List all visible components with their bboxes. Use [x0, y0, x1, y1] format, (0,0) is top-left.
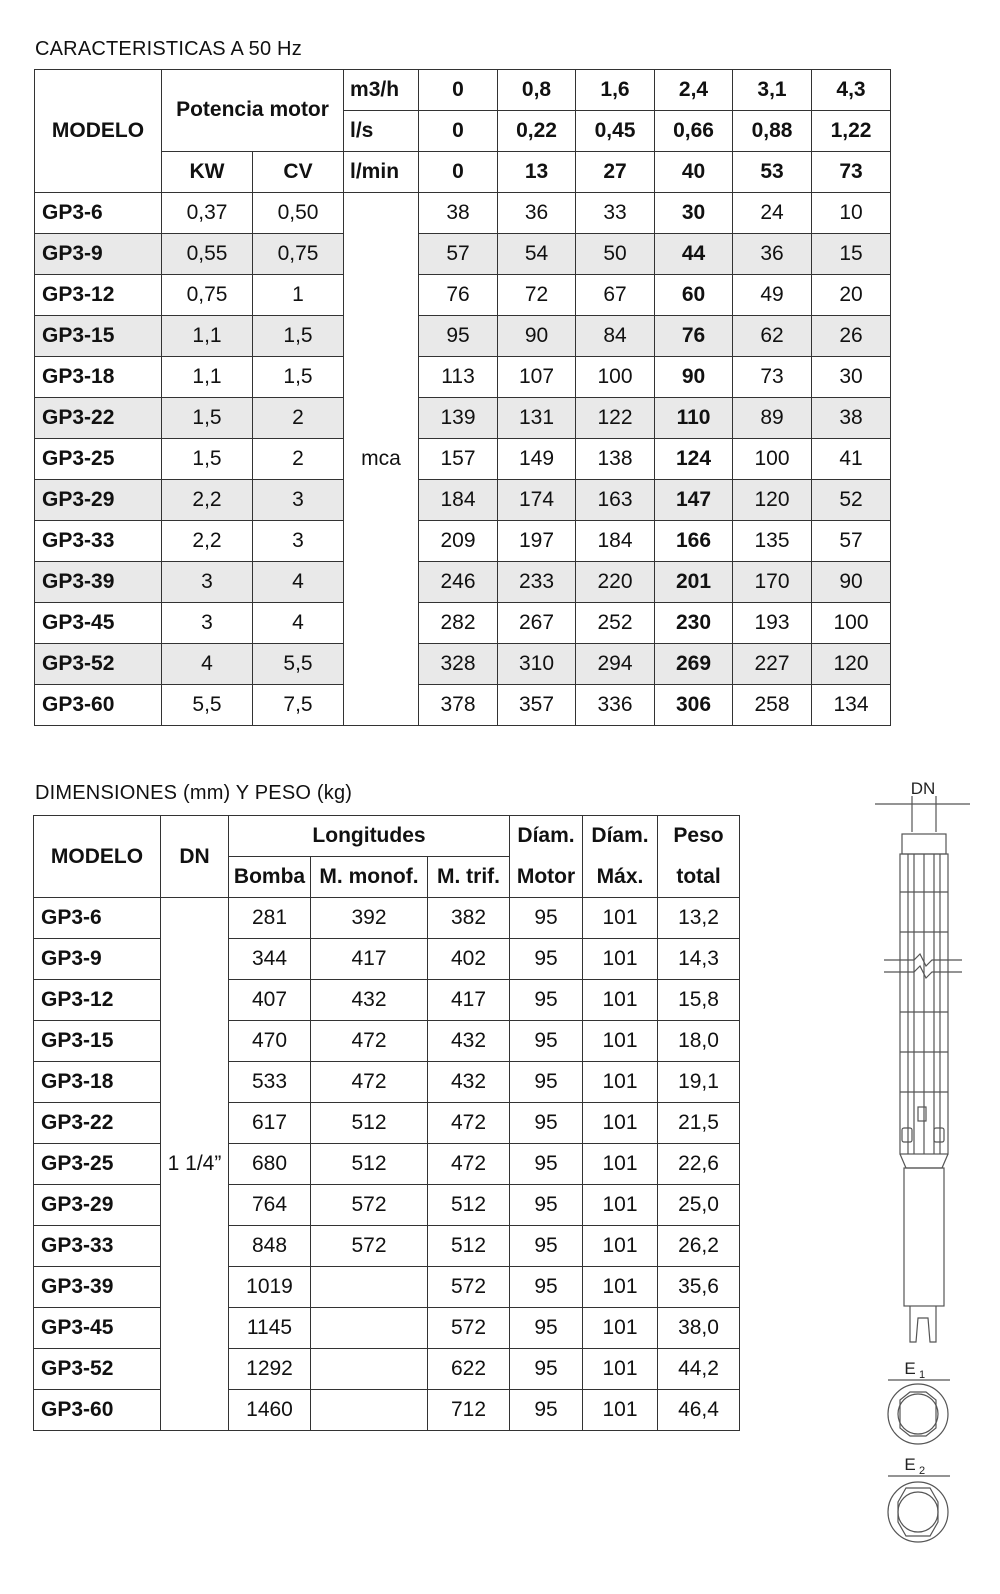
e2-outer-circle [888, 1482, 948, 1542]
peso-cell: 15,8 [658, 980, 740, 1021]
intake-right [934, 1128, 944, 1142]
head-value-cell: 95 [419, 316, 498, 357]
model-cell: GP3-60 [35, 685, 162, 726]
peso-cell: 26,2 [658, 1226, 740, 1267]
table-row [35, 275, 891, 316]
model-cell: GP3-33 [35, 521, 162, 562]
cv-cell: 3 [253, 480, 344, 521]
monof-cell [311, 1390, 428, 1431]
max-cell: 101 [583, 1103, 658, 1144]
flow-lmin-cell: 40 [655, 152, 733, 193]
head-value-cell: 76 [419, 275, 498, 316]
model-cell: GP3-25 [35, 439, 162, 480]
section2-title: DIMENSIONES (mm) Y PESO (kg) [35, 782, 353, 804]
head-value-cell: 36 [733, 234, 812, 275]
peso-cell: 35,6 [658, 1267, 740, 1308]
table-row [35, 603, 891, 644]
peso-cell: 44,2 [658, 1349, 740, 1390]
monof-cell: 512 [311, 1144, 428, 1185]
table-row [34, 1390, 740, 1431]
break-mark-bottom [884, 966, 962, 978]
max-cell: 101 [583, 898, 658, 939]
kw-cell: 0,55 [162, 234, 253, 275]
dimensions-table [33, 815, 740, 1431]
flow-m3h-cell: 2,4 [655, 70, 733, 111]
flow-lmin-cell: 53 [733, 152, 812, 193]
trif-cell: 512 [428, 1226, 510, 1267]
kw-cell: 1,1 [162, 357, 253, 398]
trif-cell: 382 [428, 898, 510, 939]
head-value-cell: 52 [812, 480, 891, 521]
table-row [34, 1062, 740, 1103]
head-value-cell: 269 [655, 644, 733, 685]
header-modelo: MODELO [35, 70, 162, 193]
monof-cell [311, 1267, 428, 1308]
motor-cell: 95 [510, 1144, 583, 1185]
head-value-cell: 50 [576, 234, 655, 275]
head-value-cell: 258 [733, 685, 812, 726]
head-value-cell: 122 [576, 398, 655, 439]
monof-cell: 512 [311, 1103, 428, 1144]
kw-cell: 3 [162, 562, 253, 603]
head-value-cell: 54 [498, 234, 576, 275]
model-cell: GP3-45 [35, 603, 162, 644]
head-value-cell: 184 [576, 521, 655, 562]
model-cell: GP3-18 [34, 1062, 161, 1103]
peso-cell: 19,1 [658, 1062, 740, 1103]
motor-cell: 95 [510, 1226, 583, 1267]
head-value-cell: 62 [733, 316, 812, 357]
head-value-cell: 89 [733, 398, 812, 439]
bomba-cell: 407 [229, 980, 311, 1021]
table-row [35, 562, 891, 603]
motor-cell: 95 [510, 980, 583, 1021]
cv-cell: 1 [253, 275, 344, 316]
kw-cell: 4 [162, 644, 253, 685]
bomba-cell: 617 [229, 1103, 311, 1144]
head-value-cell: 294 [576, 644, 655, 685]
head-value-cell: 76 [655, 316, 733, 357]
head-value-cell: 100 [812, 603, 891, 644]
head-value-cell: 220 [576, 562, 655, 603]
dimensions-table-body [34, 898, 740, 1431]
pump-drawing [870, 772, 970, 1592]
table-row [34, 1021, 740, 1062]
header-lmin: l/min [344, 152, 419, 193]
e2-inner-circle [898, 1492, 938, 1532]
head-value-cell: 41 [812, 439, 891, 480]
flow-lmin-cell: 27 [576, 152, 655, 193]
monof-cell: 572 [311, 1185, 428, 1226]
head-value-cell: 357 [498, 685, 576, 726]
table-row [34, 980, 740, 1021]
section1-title: CARACTERISTICAS A 50 Hz [35, 38, 302, 60]
head-value-cell: 100 [576, 357, 655, 398]
kw-cell: 3 [162, 603, 253, 644]
head-value-cell: 131 [498, 398, 576, 439]
max-cell: 101 [583, 1226, 658, 1267]
header-kw: KW [162, 152, 253, 193]
cv-cell: 7,5 [253, 685, 344, 726]
flow-ls-cell: 0,66 [655, 111, 733, 152]
bomba-cell: 1460 [229, 1390, 311, 1431]
head-value-cell: 30 [812, 357, 891, 398]
model-cell: GP3-9 [34, 939, 161, 980]
head-value-cell: 267 [498, 603, 576, 644]
model-cell: GP3-18 [35, 357, 162, 398]
head-value-cell: 378 [419, 685, 498, 726]
table-row [35, 316, 891, 357]
intake-left [902, 1128, 912, 1142]
model-cell: GP3-52 [34, 1349, 161, 1390]
e1-subscript: 1 [918, 1369, 926, 1381]
peso-cell: 14,3 [658, 939, 740, 980]
cv-cell: 0,50 [253, 193, 344, 234]
cv-cell: 1,5 [253, 357, 344, 398]
kw-cell: 1,5 [162, 439, 253, 480]
head-value-cell: 100 [733, 439, 812, 480]
head-value-cell: 113 [419, 357, 498, 398]
motor-cell: 95 [510, 1062, 583, 1103]
head-value-cell: 110 [655, 398, 733, 439]
trif-cell: 572 [428, 1267, 510, 1308]
head-value-cell: 20 [812, 275, 891, 316]
head-value-cell: 90 [498, 316, 576, 357]
head-value-cell: 209 [419, 521, 498, 562]
peso-cell: 38,0 [658, 1308, 740, 1349]
trif-cell: 432 [428, 1062, 510, 1103]
bomba-cell: 848 [229, 1226, 311, 1267]
e2-label: E [904, 1455, 916, 1474]
table-row [35, 234, 891, 275]
table-row [35, 398, 891, 439]
motor-cell: 95 [510, 1185, 583, 1226]
model-cell: GP3-33 [34, 1226, 161, 1267]
head-value-cell: 57 [812, 521, 891, 562]
bomba-cell: 533 [229, 1062, 311, 1103]
model-cell: GP3-6 [35, 193, 162, 234]
flow-m3h-cell: 3,1 [733, 70, 812, 111]
kw-cell: 2,2 [162, 480, 253, 521]
head-value-cell: 147 [655, 480, 733, 521]
bomba-cell: 764 [229, 1185, 311, 1226]
head-value-cell: 30 [655, 193, 733, 234]
flow-m3h-cell: 0,8 [498, 70, 576, 111]
header-diam-motor-2: Motor [510, 857, 583, 898]
model-cell: GP3-22 [35, 398, 162, 439]
head-value-cell: 73 [733, 357, 812, 398]
break-mark-top [884, 954, 962, 966]
motor-cell: 95 [510, 898, 583, 939]
kw-cell: 2,2 [162, 521, 253, 562]
head-value-cell: 60 [655, 275, 733, 316]
max-cell: 101 [583, 1308, 658, 1349]
model-cell: GP3-9 [35, 234, 162, 275]
head-value-cell: 282 [419, 603, 498, 644]
monof-cell [311, 1308, 428, 1349]
monof-cell: 432 [311, 980, 428, 1021]
header-monof: M. monof. [311, 857, 428, 898]
max-cell: 101 [583, 1390, 658, 1431]
head-value-cell: 107 [498, 357, 576, 398]
monof-cell: 572 [311, 1226, 428, 1267]
head-value-cell: 44 [655, 234, 733, 275]
motor-cell: 95 [510, 1103, 583, 1144]
header-diam-max: Díam. [583, 816, 658, 857]
monof-cell: 472 [311, 1021, 428, 1062]
head-value-cell: 49 [733, 275, 812, 316]
table-row [35, 685, 891, 726]
model-cell: GP3-45 [34, 1308, 161, 1349]
trif-cell: 712 [428, 1390, 510, 1431]
head-value-cell: 90 [812, 562, 891, 603]
table-row [34, 1144, 740, 1185]
head-value-cell: 306 [655, 685, 733, 726]
flow-ls-cell: 0,45 [576, 111, 655, 152]
head-value-cell: 170 [733, 562, 812, 603]
model-cell: GP3-15 [34, 1021, 161, 1062]
cv-cell: 1,5 [253, 316, 344, 357]
header-peso-2: total [658, 857, 740, 898]
model-cell: GP3-60 [34, 1390, 161, 1431]
table-row [35, 193, 891, 234]
trif-cell: 402 [428, 939, 510, 980]
table-row [34, 1267, 740, 1308]
cv-cell: 4 [253, 562, 344, 603]
head-value-cell: 26 [812, 316, 891, 357]
header-potencia-motor: Potencia motor [162, 70, 344, 152]
head-value-cell: 38 [812, 398, 891, 439]
motor-cell: 95 [510, 1267, 583, 1308]
head-value-cell: 233 [498, 562, 576, 603]
cv-cell: 3 [253, 521, 344, 562]
head-value-cell: 72 [498, 275, 576, 316]
header-peso: Peso [658, 816, 740, 857]
motor-cable-end [910, 1306, 936, 1342]
head-value-cell: 230 [655, 603, 733, 644]
flow-ls-cell: 1,22 [812, 111, 891, 152]
trif-cell: 472 [428, 1103, 510, 1144]
head-value-cell: 24 [733, 193, 812, 234]
motor-body [904, 1168, 944, 1306]
trif-cell: 512 [428, 1185, 510, 1226]
peso-cell: 22,6 [658, 1144, 740, 1185]
table-row [34, 1185, 740, 1226]
peso-cell: 18,0 [658, 1021, 740, 1062]
head-value-cell: 90 [655, 357, 733, 398]
table-row [35, 357, 891, 398]
header-modelo: MODELO [34, 816, 161, 898]
e2-subscript: 2 [918, 1465, 926, 1477]
kw-cell: 0,37 [162, 193, 253, 234]
max-cell: 101 [583, 1349, 658, 1390]
bomba-cell: 1019 [229, 1267, 311, 1308]
flow-ls-cell: 0 [419, 111, 498, 152]
kw-cell: 1,5 [162, 398, 253, 439]
flow-m3h-cell: 4,3 [812, 70, 891, 111]
head-value-cell: 163 [576, 480, 655, 521]
header-cv: CV [253, 152, 344, 193]
head-value-cell: 193 [733, 603, 812, 644]
head-value-cell: 336 [576, 685, 655, 726]
head-value-cell: 157 [419, 439, 498, 480]
kw-cell: 5,5 [162, 685, 253, 726]
head-value-cell: 252 [576, 603, 655, 644]
flow-lmin-cell: 13 [498, 152, 576, 193]
head-value-cell: 139 [419, 398, 498, 439]
head-value-cell: 120 [812, 644, 891, 685]
trif-cell: 572 [428, 1308, 510, 1349]
cv-cell: 2 [253, 439, 344, 480]
table-row [34, 1349, 740, 1390]
peso-cell: 13,2 [658, 898, 740, 939]
model-cell: GP3-25 [34, 1144, 161, 1185]
max-cell: 101 [583, 1144, 658, 1185]
trif-cell: 622 [428, 1349, 510, 1390]
head-value-cell: 184 [419, 480, 498, 521]
performance-table-body [35, 193, 891, 726]
head-value-cell: 246 [419, 562, 498, 603]
head-value-cell: 84 [576, 316, 655, 357]
e1-label: E [904, 1359, 916, 1378]
unit-cell: mca [344, 193, 419, 726]
flow-lmin-cell: 0 [419, 152, 498, 193]
model-cell: GP3-12 [34, 980, 161, 1021]
table-row [35, 644, 891, 685]
pump-head [902, 834, 946, 854]
head-value-cell: 166 [655, 521, 733, 562]
cv-cell: 0,75 [253, 234, 344, 275]
trif-cell: 472 [428, 1144, 510, 1185]
head-value-cell: 33 [576, 193, 655, 234]
table-row [35, 439, 891, 480]
motor-cell: 95 [510, 1349, 583, 1390]
head-value-cell: 134 [812, 685, 891, 726]
max-cell: 101 [583, 980, 658, 1021]
peso-cell: 21,5 [658, 1103, 740, 1144]
peso-cell: 25,0 [658, 1185, 740, 1226]
monof-cell: 472 [311, 1062, 428, 1103]
head-value-cell: 227 [733, 644, 812, 685]
table-row [34, 1226, 740, 1267]
header-ls: l/s [344, 111, 419, 152]
bomba-cell: 470 [229, 1021, 311, 1062]
monof-cell [311, 1349, 428, 1390]
head-value-cell: 138 [576, 439, 655, 480]
max-cell: 101 [583, 1267, 658, 1308]
table-row [35, 480, 891, 521]
trif-cell: 432 [428, 1021, 510, 1062]
model-cell: GP3-12 [35, 275, 162, 316]
max-cell: 101 [583, 939, 658, 980]
header-diam-max-2: Máx. [583, 857, 658, 898]
model-cell: GP3-39 [35, 562, 162, 603]
peso-cell: 46,4 [658, 1390, 740, 1431]
header-longitudes: Longitudes [229, 816, 510, 857]
cv-cell: 2 [253, 398, 344, 439]
flow-m3h-cell: 0 [419, 70, 498, 111]
model-cell: GP3-6 [34, 898, 161, 939]
bomba-cell: 281 [229, 898, 311, 939]
e1-outer-circle [888, 1384, 948, 1444]
max-cell: 101 [583, 1185, 658, 1226]
head-value-cell: 57 [419, 234, 498, 275]
table-row [34, 939, 740, 980]
model-cell: GP3-29 [35, 480, 162, 521]
model-cell: GP3-39 [34, 1267, 161, 1308]
bomba-cell: 1145 [229, 1308, 311, 1349]
head-value-cell: 36 [498, 193, 576, 234]
monof-cell: 417 [311, 939, 428, 980]
head-value-cell: 15 [812, 234, 891, 275]
performance-table [34, 69, 891, 726]
model-cell: GP3-22 [34, 1103, 161, 1144]
table-row [34, 1103, 740, 1144]
head-value-cell: 197 [498, 521, 576, 562]
flow-m3h-cell: 1,6 [576, 70, 655, 111]
dn-cell: 1 1/4” [161, 898, 229, 1431]
e1-inner-circle [898, 1394, 938, 1434]
head-value-cell: 38 [419, 193, 498, 234]
head-value-cell: 328 [419, 644, 498, 685]
flow-lmin-cell: 73 [812, 152, 891, 193]
head-value-cell: 201 [655, 562, 733, 603]
dn-label: DN [910, 779, 936, 798]
flow-ls-cell: 0,22 [498, 111, 576, 152]
header-trif: M. trif. [428, 857, 510, 898]
head-value-cell: 120 [733, 480, 812, 521]
bomba-cell: 1292 [229, 1349, 311, 1390]
bomba-cell: 680 [229, 1144, 311, 1185]
bomba-cell: 344 [229, 939, 311, 980]
header-diam-motor: Díam. [510, 816, 583, 857]
motor-cell: 95 [510, 1308, 583, 1349]
head-value-cell: 174 [498, 480, 576, 521]
cv-cell: 5,5 [253, 644, 344, 685]
table-row [34, 1308, 740, 1349]
header-dn: DN [161, 816, 229, 898]
head-value-cell: 10 [812, 193, 891, 234]
table-row [35, 521, 891, 562]
head-value-cell: 67 [576, 275, 655, 316]
head-value-cell: 310 [498, 644, 576, 685]
model-cell: GP3-52 [35, 644, 162, 685]
max-cell: 101 [583, 1021, 658, 1062]
header-bomba: Bomba [229, 857, 311, 898]
motor-cell: 95 [510, 1021, 583, 1062]
kw-cell: 1,1 [162, 316, 253, 357]
table-row [34, 898, 740, 939]
motor-cell: 95 [510, 939, 583, 980]
model-cell: GP3-29 [34, 1185, 161, 1226]
kw-cell: 0,75 [162, 275, 253, 316]
cv-cell: 4 [253, 603, 344, 644]
trif-cell: 417 [428, 980, 510, 1021]
head-value-cell: 135 [733, 521, 812, 562]
flow-ls-cell: 0,88 [733, 111, 812, 152]
header-m3h: m3/h [344, 70, 419, 111]
model-cell: GP3-15 [35, 316, 162, 357]
monof-cell: 392 [311, 898, 428, 939]
head-value-cell: 149 [498, 439, 576, 480]
head-value-cell: 124 [655, 439, 733, 480]
motor-cell: 95 [510, 1390, 583, 1431]
max-cell: 101 [583, 1062, 658, 1103]
